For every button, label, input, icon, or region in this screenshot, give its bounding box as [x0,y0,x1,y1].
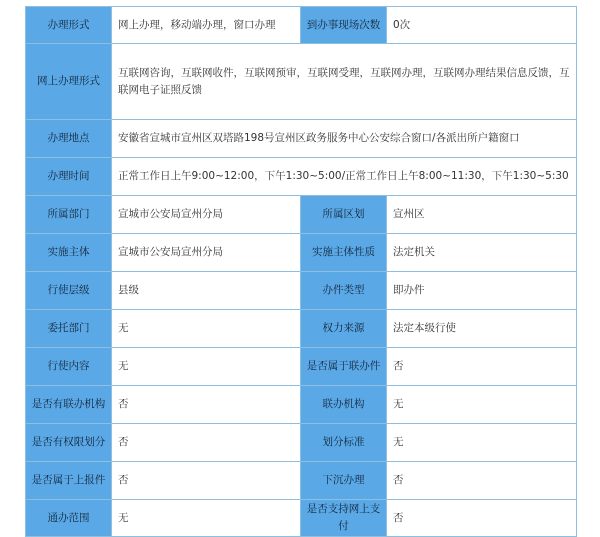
field-value: 法定机关 [387,234,577,272]
field-label: 是否有权限划分 [26,424,112,462]
table-row [26,158,577,196]
table-row [26,348,577,386]
field-label: 是否属于上报件 [26,462,112,500]
field-value: 无 [387,386,577,424]
table-row [26,462,577,500]
field-value: 否 [112,462,301,500]
field-label: 办理地点 [26,120,112,158]
field-value: 否 [112,386,301,424]
field-value: 0次 [387,7,577,44]
field-value: 无 [112,500,301,537]
table-row [26,310,577,348]
field-label: 实施主体性质 [301,234,387,272]
table-row [26,500,577,537]
field-value: 法定本级行使 [387,310,577,348]
table-row [26,234,577,272]
field-value: 县级 [112,272,301,310]
table-row [26,120,577,158]
service-info-table [25,6,577,537]
field-label: 所属区划 [301,196,387,234]
field-label: 到办事现场次数 [301,7,387,44]
field-value: 宣城市公安局宣州分局 [112,234,301,272]
field-value: 否 [112,424,301,462]
field-value: 即办件 [387,272,577,310]
field-label: 权力来源 [301,310,387,348]
table-row [26,196,577,234]
field-label: 办件类型 [301,272,387,310]
field-value: 无 [387,424,577,462]
table-row [26,272,577,310]
field-value: 安徽省宣城市宣州区双塔路198号宣州区政务服务中心公安综合窗口/各派出所户籍窗口 [112,120,577,158]
field-value: 无 [112,310,301,348]
field-label: 是否有联办机构 [26,386,112,424]
table-row [26,424,577,462]
field-value: 否 [387,462,577,500]
field-label: 划分标准 [301,424,387,462]
field-label: 是否属于联办件 [301,348,387,386]
field-label: 是否支持网上支付 [301,500,387,537]
field-label: 办理时间 [26,158,112,196]
field-label: 联办机构 [301,386,387,424]
field-value: 否 [387,500,577,537]
table-row [26,386,577,424]
field-label: 所属部门 [26,196,112,234]
field-label: 下沉办理 [301,462,387,500]
field-value: 否 [387,348,577,386]
field-value: 宣城市公安局宣州分局 [112,196,301,234]
table-row [26,44,577,120]
field-value: 正常工作日上午9:00~12:00，下午1:30~5:00/正常工作日上午8:00~11:30，下午1:30~5:30 [112,158,577,196]
field-value: 无 [112,348,301,386]
field-label: 行使层级 [26,272,112,310]
table-row [26,7,577,44]
table-body [26,7,577,537]
field-value: 宣州区 [387,196,577,234]
field-value: 网上办理，移动端办理，窗口办理 [112,7,301,44]
field-label: 行使内容 [26,348,112,386]
field-label: 委托部门 [26,310,112,348]
field-label: 实施主体 [26,234,112,272]
field-value: 互联网咨询，互联网收件，互联网预审，互联网受理，互联网办理，互联网办理结果信息反馈，互联网电子证照反馈 [112,44,577,120]
field-label: 网上办理形式 [26,44,112,120]
field-label: 通办范围 [26,500,112,537]
field-label: 办理形式 [26,7,112,44]
